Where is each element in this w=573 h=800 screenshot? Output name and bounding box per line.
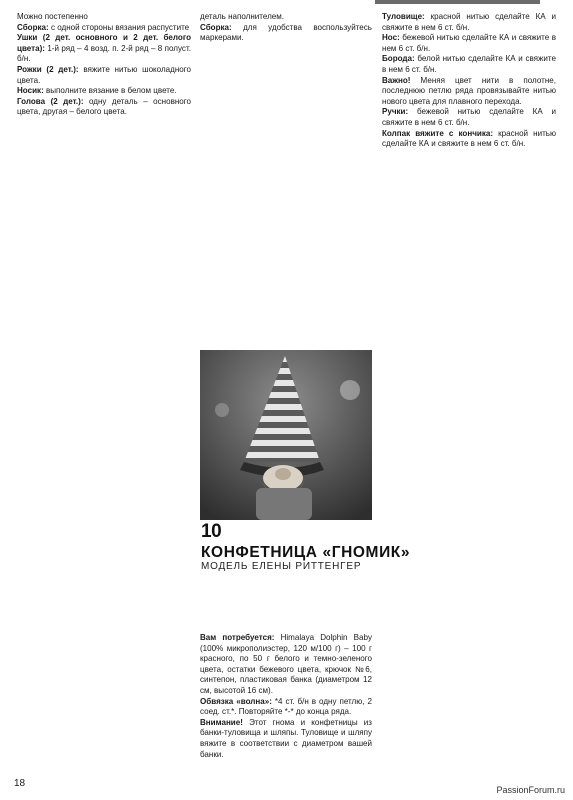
text-column-left [17,12,191,782]
paragraph: Ручки: бежевой нитью сделайте КА и свяжите в нем 6 ст. б/н. [382,107,556,127]
paragraph: Сборка: для удобства воспользуйтесь маркерами. [200,22,372,43]
paragraph: Рожки (2 дет.): вяжите нитью шоколадного цвета. [17,64,191,85]
watermark: PassionForum.ru [496,785,565,795]
paragraph: Обвязка «волна»: *4 ст. б/н в одну петлю, 2 соед. ст.*. Повторяйте *-* до конца ряда. [200,696,372,717]
model-author: МОДЕЛЬ ЕЛЕНЫ РИТТЕНГЕР [201,561,362,572]
paragraph: Борода: белой нитью сделайте КА и свяжите в нем 6 ст. б/н. [382,54,556,74]
text-column-middle [200,12,372,349]
model-number: 10 [201,521,222,542]
paragraph: Сборка: с одной стороны вязания распустите [17,22,190,32]
paragraph: Ушки (2 дет. основного и 2 дет. белого цвета): 1-й ряд – 4 возд. п. 2-й ряд – 8 полуст. б/н. [17,33,191,64]
paragraph: Вам потребуется: Himalaya Dolphin Baby (100% микрополиэстер, 120 м/100 г) – 100 г красного, по 50 г белого и темно-зеленого цвета, остатки бежевого цвета, крючок №6, синтепон, пластиковая банка (диаметром 12 см, высотой 16 см). [200,633,372,695]
paragraph: Нос: бежевой нитью сделайте КА и свяжите в нем 6 ст. б/н. [382,33,556,53]
model-title: КОНФЕТНИЦА «ГНОМИК» [201,544,411,561]
text-column-middle-lower [200,633,372,783]
text-column-right [382,12,556,782]
paragraph: Внимание! Этот гнома и конфетницы из банки-туловища и шляпы. Туловище и шляпу вяжите в соответствии с диаметром вашей банки. [200,717,372,759]
top-decorative-bar [375,0,540,4]
page-number: 18 [14,778,26,789]
paragraph: Можно постепенно [17,12,88,21]
paragraph: Носик: выполните вязание в белом цвете. [17,86,177,96]
paragraph: Туловище: красной нитью сделайте КА и свяжите в нем 6 ст. б/н. [382,12,556,32]
paragraph: Голова (2 дет.): одну деталь – основного цвета, другая – белого цвета. [17,96,191,117]
paragraph: Колпак вяжите с кончика: красной нитью сделайте КА и свяжите в нем 6 ст. б/н. [382,128,556,149]
paragraph: Важно! Меняя цвет нити в полотне, последнюю петлю ряда провязывайте нитью нового цвета для плавного перехода. [382,75,556,106]
paragraph: деталь наполнителем. [200,12,285,21]
